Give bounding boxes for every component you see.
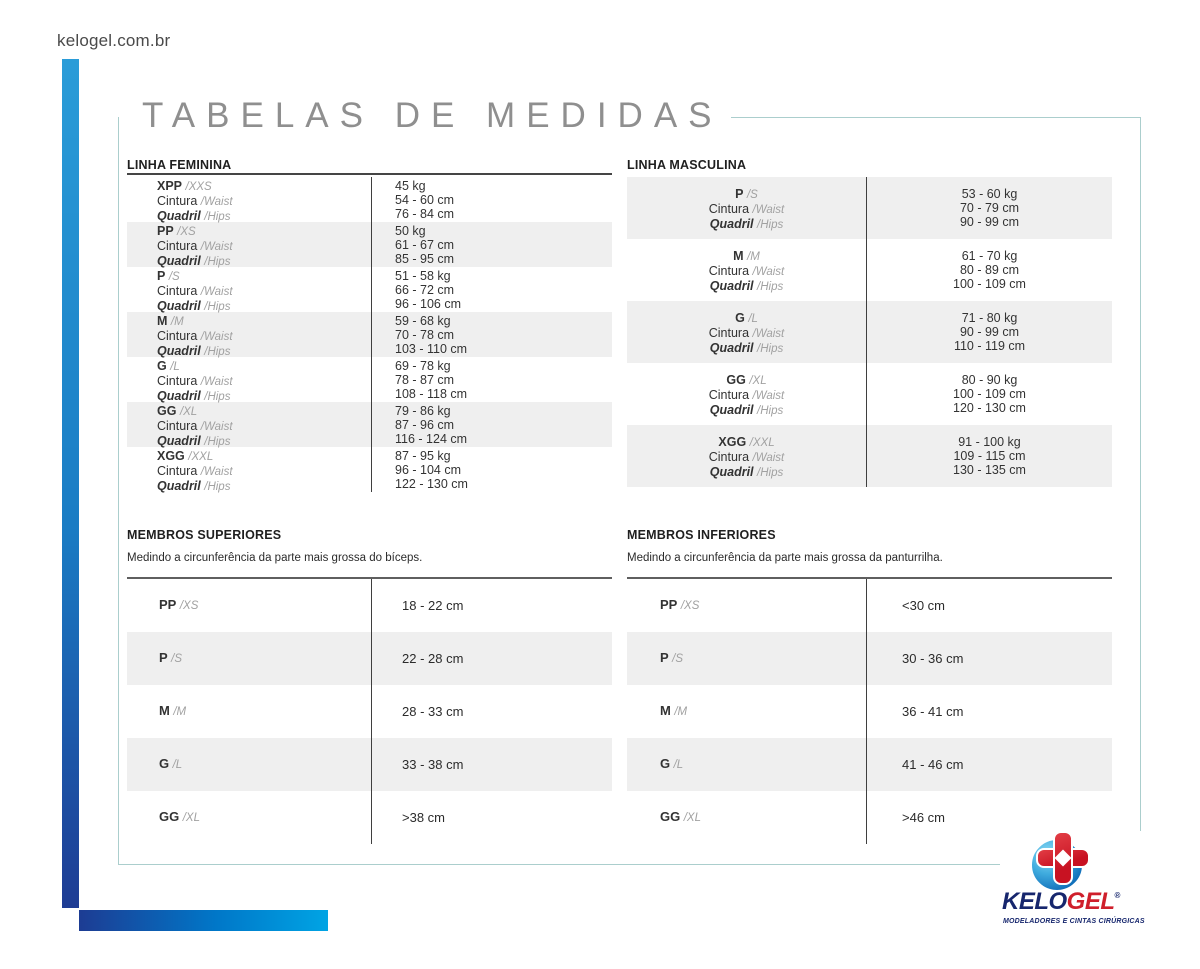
size-line bbox=[157, 449, 371, 464]
waist-value: 80 - 89 cm bbox=[959, 263, 1020, 278]
hips-value: 130 - 135 cm bbox=[953, 463, 1026, 478]
hips-label-br: Quadril bbox=[709, 341, 754, 356]
size-label-cell bbox=[127, 632, 372, 685]
size-values-cell bbox=[867, 363, 1112, 425]
size-label-intl: /L bbox=[170, 361, 180, 373]
size-label-intl: /XL bbox=[749, 375, 767, 387]
weight-value: 79 - 86 kg bbox=[395, 404, 451, 418]
size-label-br: G bbox=[157, 359, 167, 373]
table-title-superiores: MEMBROS SUPERIORES bbox=[127, 528, 282, 542]
measure-value-cell: 28 - 33 cm bbox=[402, 704, 464, 719]
hips-label-en: /Hips bbox=[204, 346, 231, 359]
hips-label-br: Quadril bbox=[709, 403, 754, 418]
weight-value: 59 - 68 kg bbox=[395, 314, 451, 328]
hips-label-en: /Hips bbox=[204, 436, 231, 449]
hips-label-line bbox=[627, 341, 866, 356]
size-values-cell bbox=[867, 239, 1112, 301]
hips-label-br: Quadril bbox=[157, 254, 201, 269]
size-row bbox=[627, 425, 1112, 487]
size-line bbox=[157, 359, 371, 374]
waist-label-br: Cintura bbox=[708, 450, 750, 465]
size-label-intl: /XXS bbox=[185, 181, 212, 193]
size-label-intl: /M bbox=[170, 316, 184, 328]
size-label-intl: /XL bbox=[683, 811, 701, 824]
waist-label-line bbox=[627, 326, 866, 341]
waist-label-en: /Waist bbox=[200, 286, 233, 299]
waist-label-br: Cintura bbox=[157, 419, 198, 434]
waist-value: 66 - 72 cm bbox=[395, 283, 455, 298]
brand-logo bbox=[1000, 831, 1168, 935]
waist-label-br: Cintura bbox=[708, 264, 750, 279]
size-label-br: GG bbox=[157, 404, 177, 418]
size-line bbox=[660, 598, 699, 613]
size-label-br: GG bbox=[726, 373, 746, 387]
size-row bbox=[627, 363, 1112, 425]
measure-value-cell: 33 - 38 cm bbox=[402, 757, 464, 772]
size-label-cell bbox=[127, 791, 372, 844]
waist-label-en: /Waist bbox=[200, 421, 233, 434]
size-label-cell bbox=[627, 632, 867, 685]
hips-label-br: Quadril bbox=[157, 434, 201, 449]
waist-label-line bbox=[627, 388, 866, 403]
size-line bbox=[157, 179, 371, 194]
size-values-cell bbox=[867, 425, 1112, 487]
hips-label-en: /Hips bbox=[757, 405, 784, 418]
size-label-cell bbox=[627, 791, 867, 844]
measure-value-cell: >38 cm bbox=[402, 810, 445, 825]
size-values-cell bbox=[372, 402, 612, 447]
size-line bbox=[159, 651, 182, 666]
waist-value: 54 - 60 cm bbox=[395, 193, 455, 208]
waist-label-br: Cintura bbox=[157, 194, 198, 209]
size-label-br: M bbox=[733, 249, 744, 263]
table-subtitle-superiores: Medindo a circunferência da parte mais grossa do bíceps. bbox=[127, 552, 423, 564]
size-row bbox=[627, 177, 1112, 239]
size-values-cell bbox=[372, 312, 612, 357]
size-label-br: G bbox=[159, 755, 170, 771]
table-title-masculina: LINHA MASCULINA bbox=[627, 158, 747, 172]
size-label-intl: /XL bbox=[182, 811, 200, 824]
size-line bbox=[627, 311, 866, 326]
measure-value-cell: 22 - 28 cm bbox=[402, 651, 464, 666]
size-row bbox=[127, 738, 612, 791]
size-line bbox=[157, 224, 371, 239]
hips-label-br: Quadril bbox=[709, 465, 754, 480]
hips-label-br: Quadril bbox=[157, 299, 201, 314]
logo-brand-primary: KELO bbox=[1002, 888, 1067, 915]
size-row bbox=[127, 685, 612, 738]
waist-label-line bbox=[157, 374, 371, 389]
page-title: TABELAS DE MEDIDAS bbox=[142, 96, 723, 135]
waist-label-en: /Waist bbox=[752, 452, 785, 465]
content-frame-top-border bbox=[731, 117, 1141, 118]
table-linha-feminina bbox=[127, 158, 612, 492]
weight-value: 71 - 80 kg bbox=[961, 311, 1018, 325]
hips-label-en: /Hips bbox=[757, 281, 784, 294]
size-row bbox=[127, 357, 612, 402]
hips-label-line bbox=[627, 279, 866, 294]
hips-value: 108 - 118 cm bbox=[395, 387, 468, 402]
waist-value: 61 - 67 cm bbox=[395, 238, 455, 253]
size-line bbox=[157, 404, 371, 419]
bottom-accent-bar bbox=[79, 910, 328, 931]
size-label-cell bbox=[127, 312, 372, 357]
size-row bbox=[127, 312, 612, 357]
waist-label-en: /Waist bbox=[200, 466, 233, 479]
size-label-intl: /S bbox=[168, 271, 180, 283]
waist-label-line bbox=[157, 419, 371, 434]
size-values-cell bbox=[372, 267, 612, 312]
hips-label-br: Quadril bbox=[157, 479, 201, 494]
weight-value: 61 - 70 kg bbox=[961, 249, 1018, 263]
size-label-br: XPP bbox=[157, 179, 183, 193]
hips-label-br: Quadril bbox=[157, 209, 201, 224]
size-label-br: P bbox=[735, 187, 744, 201]
size-label-cell bbox=[127, 738, 372, 791]
size-label-cell bbox=[627, 738, 867, 791]
waist-value: 96 - 104 cm bbox=[395, 463, 462, 478]
hips-label-br: Quadril bbox=[709, 279, 754, 294]
waist-label-line bbox=[157, 239, 371, 254]
size-label-intl: /S bbox=[746, 189, 758, 201]
measure-value-cell: 30 - 36 cm bbox=[902, 651, 964, 666]
hips-value: 100 - 109 cm bbox=[953, 277, 1026, 292]
hips-value: 96 - 106 cm bbox=[395, 297, 462, 312]
waist-label-br: Cintura bbox=[157, 239, 198, 254]
size-label-cell bbox=[127, 447, 372, 492]
hips-label-line bbox=[627, 465, 866, 480]
waist-label-en: /Waist bbox=[200, 331, 233, 344]
size-line bbox=[660, 810, 701, 825]
hips-value: 120 - 130 cm bbox=[953, 401, 1026, 416]
size-label-cell bbox=[627, 425, 867, 487]
waist-value: 109 - 115 cm bbox=[953, 449, 1026, 464]
size-label-cell bbox=[127, 402, 372, 447]
size-label-br: PP bbox=[159, 596, 177, 612]
size-label-intl: /S bbox=[672, 652, 684, 665]
size-row bbox=[627, 301, 1112, 363]
waist-label-br: Cintura bbox=[157, 329, 198, 344]
size-label-br: XGG bbox=[157, 449, 185, 463]
size-label-intl: /XXL bbox=[188, 451, 214, 463]
measure-value-cell: >46 cm bbox=[902, 810, 945, 825]
weight-value: 80 - 90 kg bbox=[961, 373, 1018, 387]
size-line bbox=[627, 249, 866, 264]
waist-label-en: /Waist bbox=[752, 390, 785, 403]
size-label-intl: /XXL bbox=[749, 437, 775, 449]
waist-value: 100 - 109 cm bbox=[953, 387, 1026, 402]
waist-label-br: Cintura bbox=[157, 464, 198, 479]
size-row bbox=[627, 738, 1112, 791]
waist-label-br: Cintura bbox=[708, 388, 750, 403]
hips-label-br: Quadril bbox=[157, 389, 201, 404]
hips-value: 110 - 119 cm bbox=[953, 339, 1026, 354]
waist-label-en: /Waist bbox=[752, 266, 785, 279]
size-row bbox=[127, 632, 612, 685]
waist-label-en: /Waist bbox=[200, 376, 233, 389]
size-line bbox=[660, 757, 683, 772]
size-row bbox=[127, 791, 612, 844]
site-url: kelogel.com.br bbox=[57, 31, 171, 50]
waist-label-en: /Waist bbox=[200, 241, 233, 254]
table-rows-superiores bbox=[127, 577, 612, 844]
waist-label-br: Cintura bbox=[157, 284, 198, 299]
hips-label-en: /Hips bbox=[757, 467, 784, 480]
size-label-br: P bbox=[660, 649, 669, 665]
size-line bbox=[159, 757, 182, 772]
hips-label-en: /Hips bbox=[204, 301, 231, 314]
hips-label-en: /Hips bbox=[204, 211, 231, 224]
size-row bbox=[127, 447, 612, 492]
hips-label-en: /Hips bbox=[757, 219, 784, 232]
table-membros-inferiores bbox=[627, 528, 1112, 844]
size-line bbox=[627, 187, 866, 202]
table-membros-superiores bbox=[127, 528, 612, 844]
size-row bbox=[127, 402, 612, 447]
hips-value: 122 - 130 cm bbox=[395, 477, 468, 492]
table-title-inferiores: MEMBROS INFERIORES bbox=[627, 528, 776, 542]
size-label-br: GG bbox=[660, 808, 681, 824]
waist-label-br: Cintura bbox=[708, 326, 750, 341]
size-row bbox=[127, 579, 612, 632]
waist-label-br: Cintura bbox=[157, 374, 198, 389]
logo-brand-secondary: GEL bbox=[1066, 888, 1115, 915]
size-label-br: M bbox=[157, 314, 168, 328]
size-label-intl: /S bbox=[171, 652, 183, 665]
table-rows-inferiores bbox=[627, 577, 1112, 844]
size-label-cell bbox=[627, 239, 867, 301]
hips-value: 76 - 84 cm bbox=[395, 207, 455, 222]
logo-wordmark bbox=[1002, 888, 1120, 916]
size-label-cell bbox=[627, 579, 867, 632]
measure-value-cell: 36 - 41 cm bbox=[902, 704, 964, 719]
measure-value-cell: 41 - 46 cm bbox=[902, 757, 964, 772]
size-label-br: PP bbox=[660, 596, 678, 612]
waist-value: 87 - 96 cm bbox=[395, 418, 455, 433]
weight-value: 69 - 78 kg bbox=[395, 359, 451, 373]
waist-label-line bbox=[627, 450, 866, 465]
size-label-cell bbox=[127, 579, 372, 632]
size-row bbox=[627, 632, 1112, 685]
waist-value: 90 - 99 cm bbox=[959, 325, 1020, 340]
waist-label-en: /Waist bbox=[752, 328, 785, 341]
table-title-feminina: LINHA FEMININA bbox=[127, 158, 612, 175]
weight-value: 51 - 58 kg bbox=[395, 269, 451, 283]
waist-value: 78 - 87 cm bbox=[395, 373, 455, 388]
size-label-cell bbox=[127, 222, 372, 267]
size-row bbox=[627, 685, 1112, 738]
hips-label-line bbox=[627, 217, 866, 232]
size-label-cell bbox=[627, 363, 867, 425]
size-label-intl: /M bbox=[173, 705, 187, 718]
size-label-intl: /L bbox=[673, 758, 684, 771]
size-values-cell bbox=[372, 357, 612, 402]
hips-value: 103 - 110 cm bbox=[395, 342, 468, 357]
size-label-br: M bbox=[159, 702, 170, 718]
weight-value: 91 - 100 kg bbox=[958, 435, 1021, 449]
hips-label-en: /Hips bbox=[757, 343, 784, 356]
waist-label-line bbox=[157, 329, 371, 344]
size-values-cell bbox=[372, 222, 612, 267]
hips-label-br: Quadril bbox=[157, 344, 201, 359]
size-label-cell bbox=[127, 685, 372, 738]
size-label-br: G bbox=[735, 311, 745, 325]
hips-label-en: /Hips bbox=[204, 256, 231, 269]
size-label-br: M bbox=[660, 702, 671, 718]
size-label-cell bbox=[127, 357, 372, 402]
size-label-br: PP bbox=[157, 224, 174, 238]
hips-label-br: Quadril bbox=[709, 217, 754, 232]
size-row bbox=[127, 222, 612, 267]
size-line bbox=[627, 373, 866, 388]
size-label-br: G bbox=[660, 755, 671, 771]
size-label-br: P bbox=[159, 649, 168, 665]
size-label-intl: /M bbox=[674, 705, 688, 718]
size-label-br: P bbox=[157, 269, 166, 283]
weight-value: 50 kg bbox=[395, 224, 426, 238]
waist-label-line bbox=[627, 264, 866, 279]
table-linha-masculina bbox=[627, 158, 1112, 487]
measure-value-cell: <30 cm bbox=[902, 598, 945, 613]
hips-value: 85 - 95 cm bbox=[395, 252, 455, 267]
size-values-cell bbox=[372, 447, 612, 492]
waist-label-en: /Waist bbox=[200, 196, 233, 209]
table-rows-masculina bbox=[627, 177, 1112, 487]
size-row bbox=[627, 579, 1112, 632]
waist-value: 70 - 79 cm bbox=[959, 201, 1020, 216]
hips-label-line bbox=[157, 479, 371, 494]
size-label-intl: /M bbox=[747, 251, 760, 263]
hips-value: 116 - 124 cm bbox=[395, 432, 468, 447]
size-values-cell bbox=[867, 177, 1112, 239]
size-row bbox=[127, 177, 612, 222]
waist-label-line bbox=[157, 284, 371, 299]
size-line bbox=[627, 435, 866, 450]
hips-label-en: /Hips bbox=[204, 391, 231, 404]
hips-label-en: /Hips bbox=[204, 481, 231, 494]
size-label-cell bbox=[127, 177, 372, 222]
size-row bbox=[627, 239, 1112, 301]
logo-tagline: MODELADORES E CINTAS CIRÚRGICAS bbox=[1003, 918, 1145, 925]
size-line bbox=[660, 704, 687, 719]
size-label-br: XGG bbox=[718, 435, 747, 449]
table-subtitle-inferiores: Medindo a circunferência da parte mais grossa da panturrilha. bbox=[627, 552, 943, 564]
size-label-intl: /L bbox=[172, 758, 183, 771]
size-label-br: GG bbox=[159, 808, 180, 824]
registered-mark: ® bbox=[1114, 891, 1121, 900]
size-label-cell bbox=[627, 177, 867, 239]
size-line bbox=[159, 598, 198, 613]
waist-label-line bbox=[627, 202, 866, 217]
waist-value: 70 - 78 cm bbox=[395, 328, 455, 343]
size-values-cell bbox=[372, 177, 612, 222]
size-label-intl: /XS bbox=[680, 599, 700, 612]
weight-value: 53 - 60 kg bbox=[961, 187, 1018, 201]
left-accent-bar bbox=[62, 59, 79, 908]
size-line bbox=[157, 269, 371, 284]
size-label-intl: /XL bbox=[179, 406, 198, 418]
size-line bbox=[159, 810, 200, 825]
waist-label-line bbox=[157, 194, 371, 209]
size-line bbox=[159, 704, 186, 719]
waist-label-en: /Waist bbox=[752, 204, 785, 217]
size-row bbox=[127, 267, 612, 312]
weight-value: 87 - 95 kg bbox=[395, 449, 451, 463]
hips-label-line bbox=[627, 403, 866, 418]
size-label-cell bbox=[627, 685, 867, 738]
size-label-cell bbox=[127, 267, 372, 312]
weight-value: 45 kg bbox=[395, 179, 426, 193]
size-label-intl: /XS bbox=[179, 599, 199, 612]
size-values-cell bbox=[867, 301, 1112, 363]
waist-label-line bbox=[157, 464, 371, 479]
size-line bbox=[660, 651, 683, 666]
size-line bbox=[157, 314, 371, 329]
size-label-cell bbox=[627, 301, 867, 363]
size-label-intl: /XS bbox=[177, 226, 196, 238]
table-rows-feminina bbox=[127, 177, 612, 492]
hips-value: 90 - 99 cm bbox=[959, 215, 1020, 230]
measure-value-cell: 18 - 22 cm bbox=[402, 598, 464, 613]
size-label-intl: /L bbox=[748, 313, 758, 325]
waist-label-br: Cintura bbox=[708, 202, 750, 217]
